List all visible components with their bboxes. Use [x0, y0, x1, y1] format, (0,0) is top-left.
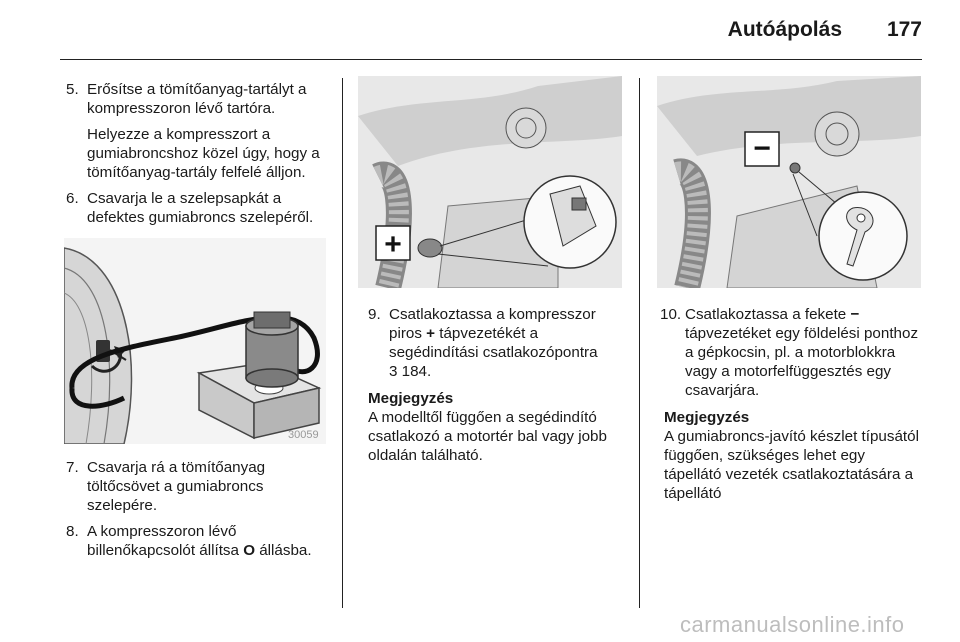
page-header: [60, 0, 922, 60]
step-text: Csatlakoztassa a fekete: [685, 306, 851, 323]
minus-icon: −: [753, 132, 771, 165]
step-10: [660, 305, 926, 400]
step-number: 9.: [368, 306, 381, 323]
column-2: [368, 305, 626, 465]
step-7: [66, 458, 334, 515]
step-5: [66, 80, 334, 118]
switch-position: O: [243, 542, 256, 559]
column-1: [66, 80, 334, 234]
step-text: A kompresszoron lévő billenőkapcsolót állítsa: [87, 523, 244, 559]
step-number: 5.: [66, 81, 79, 98]
section-title: Autóápolás: [727, 18, 842, 41]
step-text-end: tápvezetékét a segédindítási csatlakozópontra: [389, 325, 598, 361]
plus-symbol: +: [426, 325, 436, 342]
column-3: [660, 305, 926, 503]
engine-bay-positive-illustration: [358, 76, 622, 288]
step-8: [66, 522, 334, 560]
step-text: Csatlakoztassa a kompresszor piros: [389, 306, 596, 342]
plus-icon: +: [384, 228, 402, 261]
note-heading: Megjegyzés: [368, 390, 454, 407]
step-5-sub: Helyezze a kompresszort a gumiabroncshoz közel úgy, hogy a tömítőanyag-tartály felfelé álljon.: [87, 126, 320, 181]
step-number: 7.: [66, 459, 79, 476]
watermark: carmanualsonline.info: [680, 612, 905, 637]
page-reference: 3 184.: [389, 363, 432, 380]
step-number: 6.: [66, 190, 79, 207]
note-heading: Megjegyzés: [664, 409, 750, 426]
step-number: 8.: [66, 523, 79, 540]
step-number: 10.: [660, 306, 682, 323]
note-text: A gumiabroncs-javító készlet típusától függően, szükséges lehet egy tápellátó vezeték csatlakoztatására a tápellátó: [664, 428, 919, 502]
compressor-icon: [199, 312, 319, 438]
figure-code: 30059: [288, 429, 319, 441]
page-number: 177: [886, 18, 922, 41]
compressor-wheel-illustration: [64, 238, 326, 444]
step-text: Csavarja rá a tömítőanyag töltőcsövet a gumiabroncs szelepére.: [87, 459, 266, 514]
step-6: [66, 189, 334, 227]
minus-symbol: −: [850, 306, 860, 323]
column-1-lower: [66, 458, 334, 567]
note-text: A modelltől függően a segédindító csatlakozó a motortér bal vagy jobb oldalán található.: [368, 409, 607, 464]
step-text: Erősítse a tömítőanyag-tartályt a kompresszoron lévő tartóra.: [87, 81, 307, 117]
step-text-end: állásba.: [255, 542, 312, 559]
column-divider-2: [639, 78, 640, 608]
step-text-end: tápvezetéket egy földelési ponthoz a gépkocsin, pl. a motorblokkra vagy a motorfelfüggesztés egy csavarjára.: [685, 325, 919, 399]
column-divider-1: [342, 78, 343, 608]
engine-bay-ground-illustration: [657, 76, 921, 288]
step-text: Csavarja le a szelepsapkát a defektes gumiabroncs szelepéről.: [87, 190, 314, 226]
step-9: [368, 305, 626, 381]
